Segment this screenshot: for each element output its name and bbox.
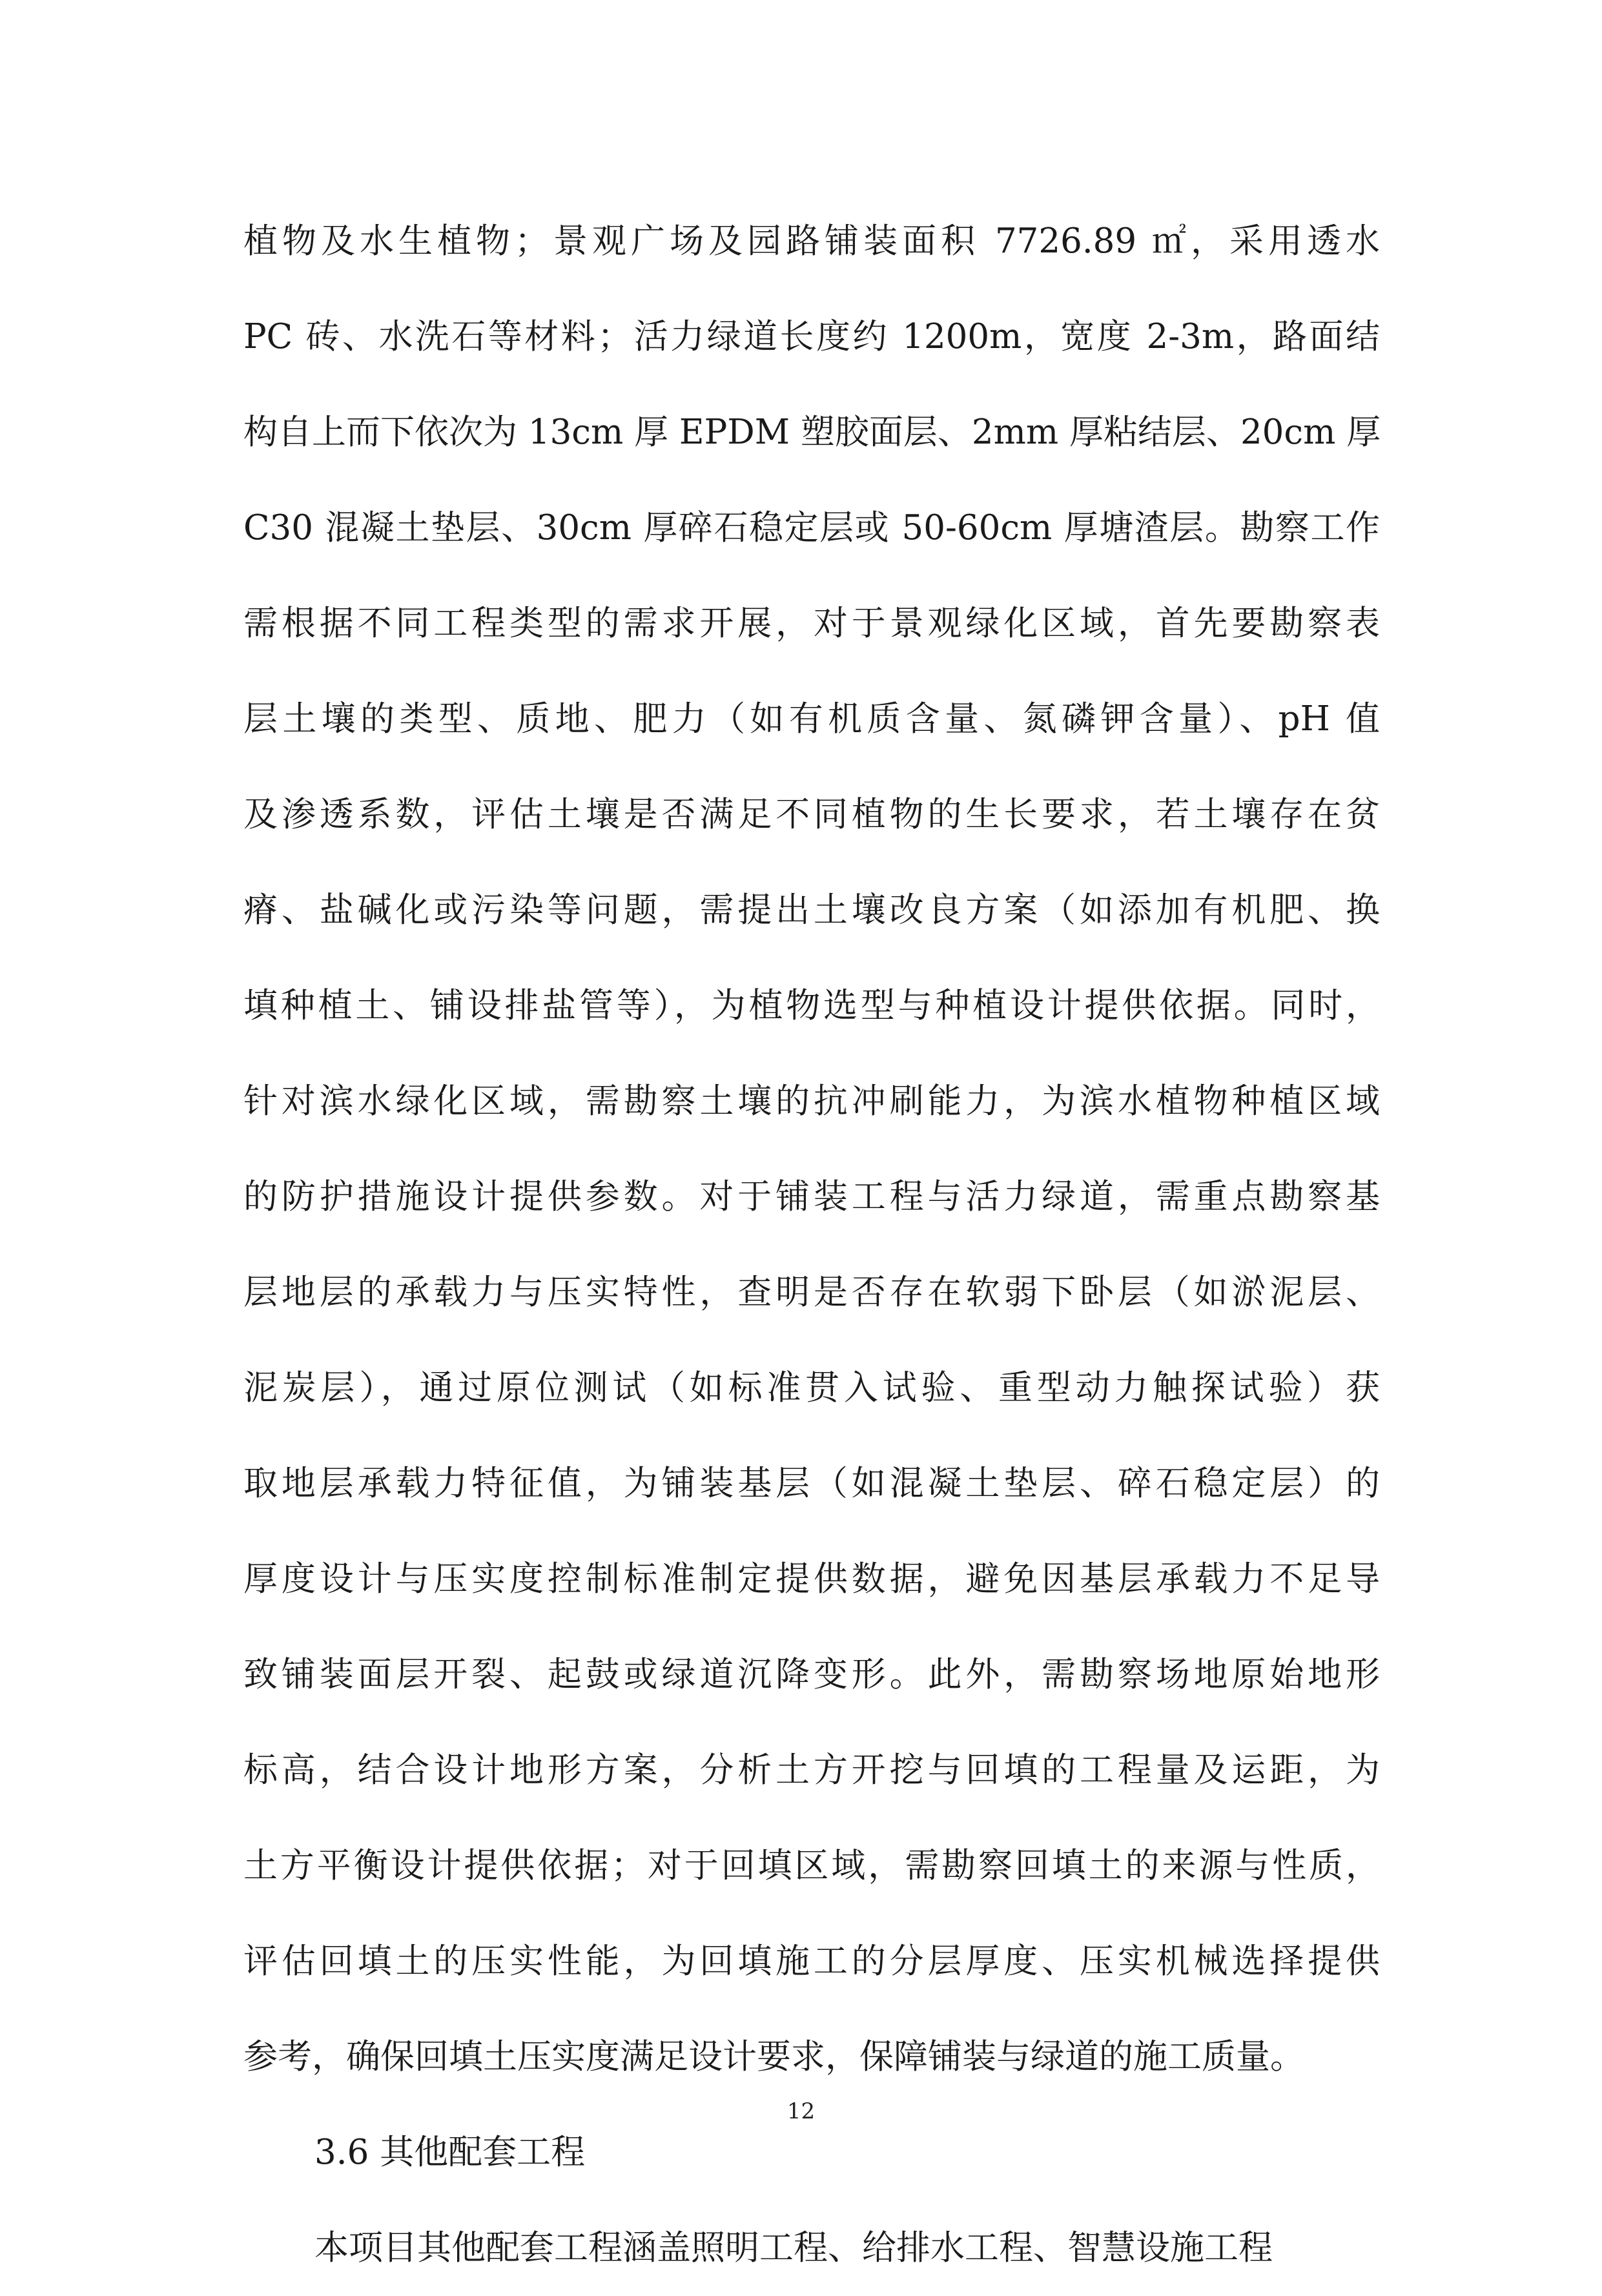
paragraph-line: 层土壤的类型、质地、肥力（如有机质含量、氮磷钾含量）、pH 值: [243, 699, 1380, 739]
paragraph-line: 构自上而下依次为 13cm 厚 EPDM 塑胶面层、2mm 厚粘结层、20cm 厚: [243, 413, 1381, 452]
paragraph-line: 取地层承载力特征值，为铺装基层（如混凝土垫层、碎石稳定层）的: [243, 1464, 1380, 1503]
paragraph-line: C30 混凝土垫层、30cm 厚碎石稳定层或 50-60cm 厚塘渣层。勘察工作: [243, 508, 1380, 548]
paragraph-line: 需根据不同工程类型的需求开展，对于景观绿化区域，首先要勘察表: [243, 604, 1380, 643]
page-number: 12: [786, 2098, 816, 2124]
paragraph-line: 针对滨水绿化区域，需勘察土壤的抗冲刷能力，为滨水植物种植区域: [243, 1081, 1380, 1121]
section-heading: 3.6 其他配套工程: [314, 2133, 586, 2172]
paragraph-line: 致铺装面层开裂、起鼓或绿道沉降变形。此外，需勘察场地原始地形: [243, 1655, 1380, 1694]
paragraph-line: 植物及水生植物；景观广场及园路铺装面积 7726.89 ㎡，采用透水: [243, 221, 1380, 261]
paragraph-line: 参考，确保回填土压实度满足设计要求，保障铺装与绿道的施工质量。: [243, 2037, 1304, 2076]
paragraph-line: 及渗透系数，评估土壤是否满足不同植物的生长要求，若土壤存在贫: [243, 795, 1380, 834]
paragraph-line: 填种植土、铺设排盐管等），为植物选型与种植设计提供依据。同时，: [243, 986, 1380, 1025]
paragraph-line: 标高，结合设计地形方案，分析土方开挖与回填的工程量及运距，为: [243, 1750, 1380, 1790]
body-text: [243, 194, 1380, 2296]
paragraph-line: PC 砖、水洗石等材料；活力绿道长度约 1200m，宽度 2-3m，路面结: [243, 317, 1380, 356]
paragraph-line: 厚度设计与压实度控制标准制定提供数据，避免因基层承载力不足导: [243, 1559, 1380, 1599]
paragraph-line: 瘠、盐碱化或污染等问题，需提出土壤改良方案（如添加有机肥、换: [243, 890, 1380, 930]
paragraph-line: 土方平衡设计提供依据；对于回填区域，需勘察回填土的来源与性质，: [243, 1846, 1380, 1885]
paragraph-line: 评估回填土的压实性能，为回填施工的分层厚度、压实机械选择提供: [243, 1942, 1380, 1981]
paragraph-line: 本项目其他配套工程涵盖照明工程、给排水工程、智慧设施工程: [314, 2228, 1273, 2268]
paragraph-line: 的防护措施设计提供参数。对于铺装工程与活力绿道，需重点勘察基: [243, 1177, 1380, 1216]
paragraph-line: 层地层的承载力与压实特性，查明是否存在软弱下卧层（如淤泥层、: [243, 1273, 1380, 1312]
paragraph-line: 泥炭层），通过原位测试（如标准贯入试验、重型动力触探试验）获: [243, 1368, 1380, 1408]
